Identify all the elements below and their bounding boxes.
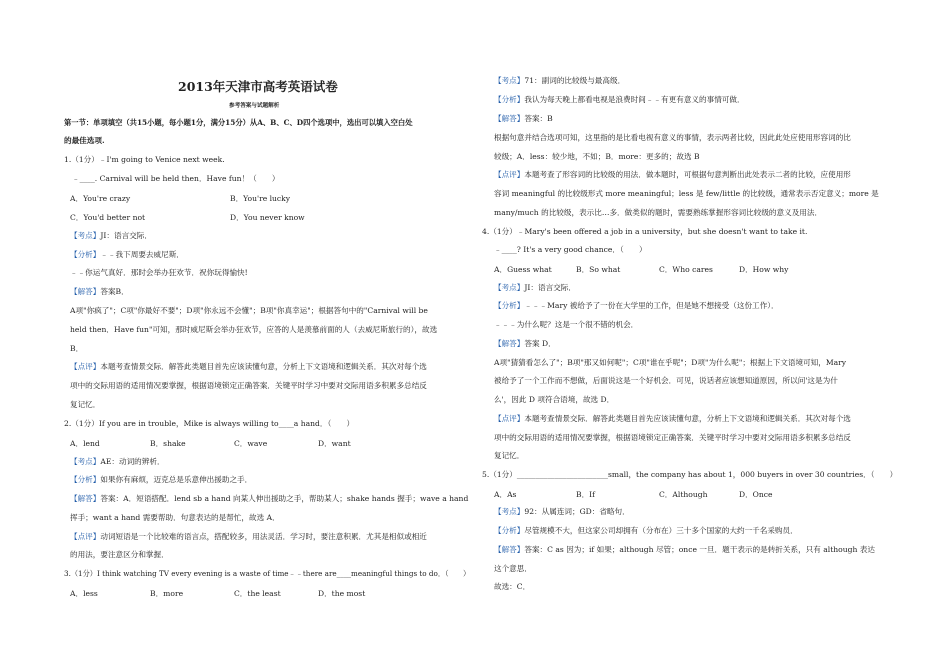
q2-kaodian <box>70 457 165 467</box>
kaodian-tag: 【考点】 <box>494 76 525 85</box>
q3-dianping-line2: 容词 meaningful 的比较级形式 more meaningful；less 是 few/little 的比较级，通常表示否定意义；more 是 <box>494 189 879 198</box>
q3-dianping-text: 本题考查了形容词的比较级的用法．做本题时，可根据句意判断出此处表示二者的比较，应使用形 <box>524 170 851 179</box>
q1-jieda-line2: A项"你疯了"；C项"你最好不要"；D项"你永远不会懂"；B项"你真幸运"；根据答句中的"Carnival will be <box>70 306 428 315</box>
section-heading: 第一节：单项填空（共15小题，每小题1分，满分15分）从A、B、C、D四个选项中，选出可以填入空白处 <box>64 118 413 127</box>
q1-stem-line2: ﹣____. Carnival will be held then．Have fun！（ ） <box>72 174 280 183</box>
fenxi-tag: 【分析】 <box>70 250 101 259</box>
q4-option-d: D．How why <box>739 265 789 274</box>
q5-option-b: B．If <box>576 490 595 499</box>
q2-jieda-line2: 挥手；want a hand 需要帮助．句意表达的是帮忙，故选 A． <box>70 513 280 522</box>
q3-fenxi-text: 我认为每天晚上都看电视是浪费时间﹣﹣有更有意义的事情可做． <box>524 95 745 104</box>
page-title: 2013年天津市高考英语试卷 <box>178 79 338 94</box>
q2-fenxi-text: 如果你有麻烦，迈克总是乐意伸出援助之手． <box>100 475 253 484</box>
fenxi-tag: 【分析】 <box>494 95 525 104</box>
dianping-tag: 【点评】 <box>70 532 101 541</box>
fenxi-tag: 【分析】 <box>494 526 525 535</box>
q2-option-b: B．shake <box>150 439 186 448</box>
q3-dianping-line3: many/much 的比较级，表示比…多．做类似的题时，需要熟练掌握形容词比较级的意义及用法． <box>494 208 823 217</box>
q4-option-b: B．So what <box>576 265 621 274</box>
q1-fenxi-text: ﹣﹣我下周要去威尼斯． <box>100 250 184 259</box>
q2-stem: 2.（1分）If you are in trouble，Mike is always willing to____a hand．（ ） <box>64 419 355 428</box>
q4-dianping <box>494 414 851 424</box>
q5-kaodian-text: 92：从属连词；GD：省略句． <box>524 507 630 516</box>
q1-option-b: B．You're lucky <box>230 194 291 203</box>
q5-jieda-text: 答案：C as 因为；if 如果；although 尽管；once 一旦．题干表示的是转折关系，只有 although 表达 <box>524 545 875 554</box>
q4-stem: 4.（1分）﹣Mary's been offered a job in a university，but she doesn't want to take it. <box>482 227 808 236</box>
q1-stem: 1.（1分）﹣I'm going to Venice next week. <box>64 155 225 164</box>
page-subtitle: 参考答案与试题解析 <box>229 103 280 109</box>
q1-dianping-line2: 项中的交际用语的适用情况要掌握，根据语境锁定正确答案．关键平时学习中要对交际用语多积累多总结反 <box>70 381 427 390</box>
q2-option-a: A．lend <box>70 439 100 448</box>
q4-fenxi <box>494 301 779 311</box>
q3-stem: 3.（1分）I think watching TV every evening is a waste of time﹣﹣there are____meaningful things to do．（ ） <box>64 569 471 578</box>
q5-jieda-line3: 故选：C． <box>494 582 531 591</box>
dianping-tag: 【点评】 <box>494 414 525 423</box>
q4-dianping-text: 本题考查情景交际．解答此类题目首先应该读懂句意，分析上下文语境和逻辑关系．其次对每个选 <box>524 414 851 423</box>
q5-stem: 5.（1分）________________________small，the company has about 1，000 buyers in over 30 countries．（ ） <box>482 470 898 479</box>
q4-jieda-line3: 被给予了一个工作而不想做，后面说这是一个好机会．可见，说话者应该想知道原因，所以问'这是为什 <box>494 376 838 385</box>
q2-kaodian-text: AE：动词的辨析． <box>100 457 165 466</box>
q5-option-c: C．Although <box>659 490 708 499</box>
fenxi-tag: 【分析】 <box>70 475 101 484</box>
q4-dianping-line3: 复记忆． <box>494 451 525 460</box>
q1-dianping <box>70 362 427 372</box>
q3-option-d: D．the most <box>318 589 366 598</box>
q4-option-a: A．Guess what <box>494 265 552 274</box>
q4-fenxi-text: ﹣﹣﹣Mary 被给予了一份在大学里的工作，但是她不想接受（这份工作）． <box>524 301 779 310</box>
q5-fenxi-text: 尽管规模不大，但这家公司却拥有（分布在）三十多个国家的大约一千名采购员． <box>524 526 798 535</box>
q4-jieda-text: 答案 D． <box>524 339 556 348</box>
fenxi-tag: 【分析】 <box>494 301 525 310</box>
q3-jieda-line2: 根据句意并结合选项可知，这里指的是比看电视有意义的事情，表示两者比较，因此此处应使用形容词的比 <box>494 133 851 142</box>
q3-option-b: B．more <box>150 589 184 598</box>
q3-dianping <box>494 170 851 180</box>
kaodian-tag: 【考点】 <box>70 231 101 240</box>
q5-kaodian <box>494 507 630 517</box>
kaodian-tag: 【考点】 <box>70 457 101 466</box>
q5-jieda <box>494 545 875 555</box>
kaodian-tag: 【考点】 <box>494 507 525 516</box>
q1-option-d: D．You never know <box>230 213 305 222</box>
q4-jieda <box>494 339 556 349</box>
q4-jieda-line4: 么'，因此 D 项符合语境，故选 D． <box>494 395 615 404</box>
q4-stem-line2: ﹣____? It's a very good chance．（ ） <box>494 245 647 254</box>
q1-option-c: C．You'd better not <box>70 213 146 222</box>
q4-dianping-line2: 项中的交际用语的适用情况要掌握，根据语境锁定正确答案．关键平时学习中要对交际用语多积累多总结反 <box>494 433 851 442</box>
q3-fenxi <box>494 95 745 105</box>
q2-fenxi <box>70 475 252 485</box>
q2-jieda-text: 答案：A．短语搭配．lend sb a hand 向某人伸出援助之手，帮助某人；shake hands 握手；wave a hand <box>100 494 469 503</box>
q4-kaodian <box>494 283 576 293</box>
q2-jieda <box>70 494 468 504</box>
kaodian-tag: 【考点】 <box>494 283 525 292</box>
q1-dianping-line3: 复记忆． <box>70 400 101 409</box>
q3-jieda <box>494 114 553 124</box>
jieda-tag: 【解答】 <box>494 339 525 348</box>
jieda-tag: 【解答】 <box>70 287 101 296</box>
dianping-tag: 【点评】 <box>70 362 101 371</box>
q1-fenxi-line2: ﹣﹣你运气真好．那时会举办狂欢节．祝你玩得愉快! <box>70 268 248 277</box>
q2-dianping-line2: 的用法，要注意区分和掌握． <box>70 550 169 559</box>
q2-dianping-text: 动词短语是一个比较难的语言点，搭配较多，用法灵活．学习时，要注意积累．尤其是相似或相近 <box>100 532 427 541</box>
q4-option-c: C．Who cares <box>659 265 713 274</box>
q1-fenxi <box>70 250 184 260</box>
dianping-tag: 【点评】 <box>494 170 525 179</box>
q5-fenxi <box>494 526 798 536</box>
q3-option-c: C．the least <box>234 589 281 598</box>
q1-jieda-line3: held then．Have fun"可知，那时威尼斯会举办狂欢节，应答的人是羡慕前面的人（去威尼斯旅行的），故选 <box>70 325 438 334</box>
q1-option-a: A．You're crazy <box>70 194 131 203</box>
section-heading-cont: 的最佳选项. <box>64 136 105 145</box>
q2-dianping <box>70 532 427 542</box>
jieda-tag: 【解答】 <box>494 545 525 554</box>
q3-jieda-line3: 较级；A．less：较少地，不如；B．more：更多的；故选 B <box>494 152 700 161</box>
q3-kaodian <box>494 76 625 86</box>
q1-dianping-text: 本题考查情景交际．解答此类题目首先应该读懂句意，分析上下文语境和逻辑关系．其次对每个选 <box>100 362 427 371</box>
q4-fenxi-line2: ﹣﹣﹣为什么呢？这是一个很不错的机会． <box>494 320 639 329</box>
q3-jieda-text: 答案：B <box>524 114 553 123</box>
q2-option-c: C．wave <box>234 439 268 448</box>
q5-option-d: D．Once <box>739 490 773 499</box>
q4-jieda-line2: A项"猜猜看怎么了"；B项"那又如何呢"；C项"谁在乎呢"；D项"为什么呢"；根据上下文语境可知，Mary <box>494 358 847 367</box>
q5-option-a: A．As <box>494 490 517 499</box>
q1-kaodian <box>70 231 152 241</box>
jieda-tag: 【解答】 <box>70 494 101 503</box>
jieda-tag: 【解答】 <box>494 114 525 123</box>
q1-kaodian-text: JI：语言交际． <box>100 231 152 240</box>
q3-kaodian-text: 71：副词的比较级与最高级． <box>524 76 626 85</box>
q1-jieda-line4: B． <box>70 344 84 353</box>
q2-option-d: D．want <box>318 439 351 448</box>
q1-jieda-text: 答案B． <box>100 287 129 296</box>
q5-jieda-line2: 这个意思． <box>494 564 532 573</box>
q1-jieda <box>70 287 129 297</box>
q4-kaodian-text: JI：语言交际． <box>524 283 576 292</box>
q3-option-a: A．less <box>70 589 98 598</box>
